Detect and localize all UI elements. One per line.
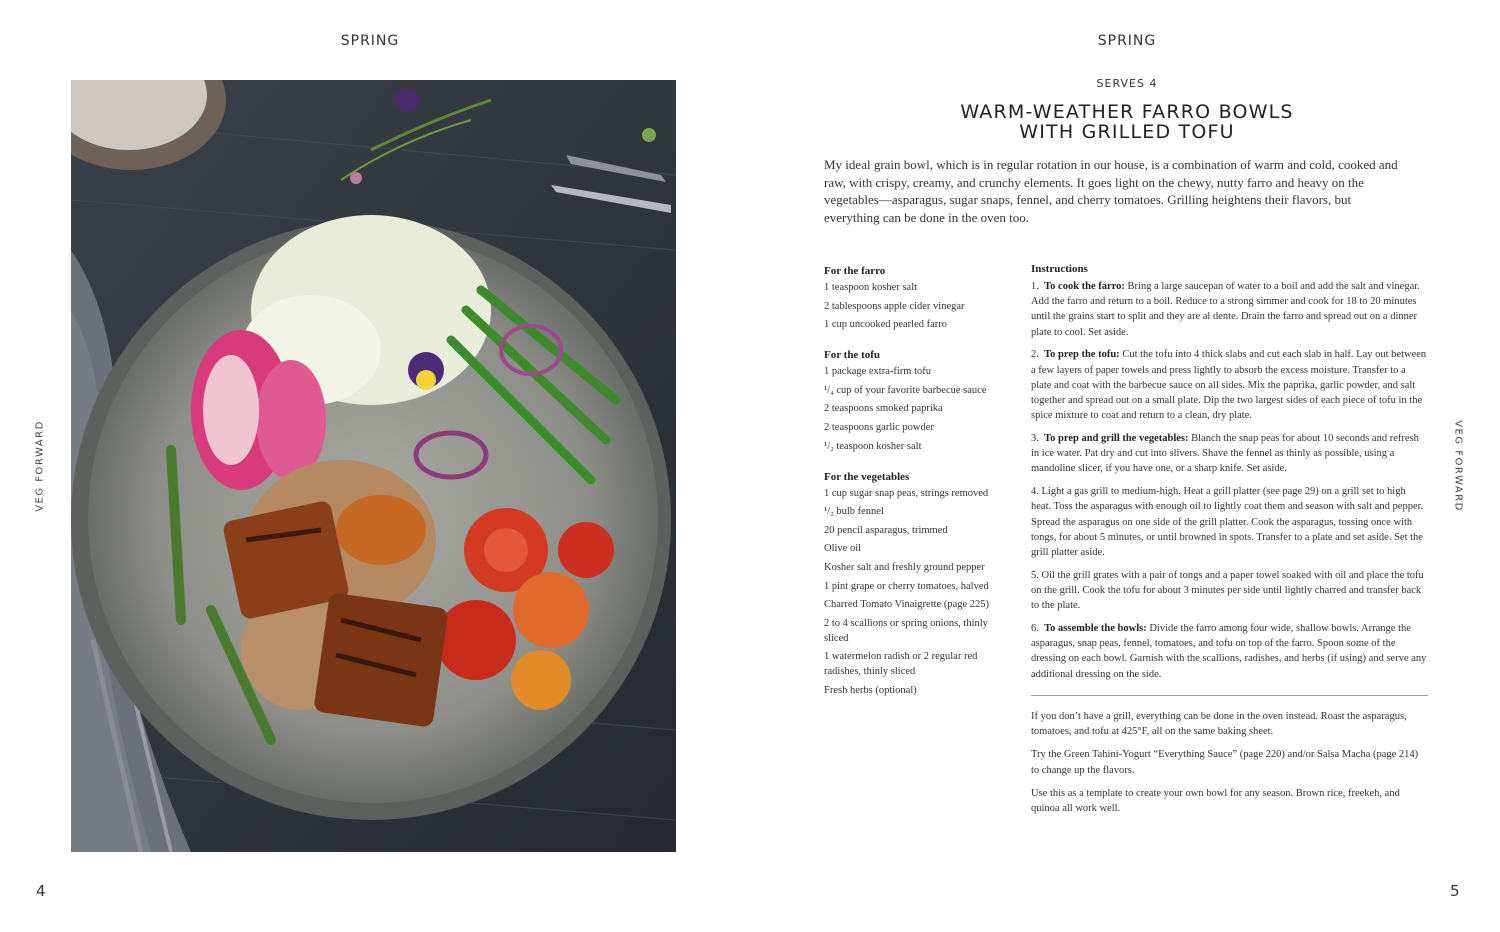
ingredient-item: Charred Tomato Vinaigrette (page 225) [824, 599, 990, 611]
page-number-left: 4 [36, 882, 46, 900]
step-lead: To prep the tofu: [1044, 349, 1120, 361]
ingredient-item: 2 tablespoons apple cider vinegar [824, 300, 965, 312]
instruction-step [1031, 484, 1427, 560]
instruction-step [1031, 431, 1427, 477]
ingredient-item: 1 cup sugar snap peas, strings removed [824, 487, 989, 499]
ingredient-item: 1 watermelon radish or 2 regular red radishes, thinly sliced [824, 651, 978, 678]
instruction-step [1031, 621, 1427, 682]
ingredient-item: ¹/₂ teaspoon kosher salt [824, 440, 922, 452]
ingredient-item: Kosher salt and freshly ground pepper [824, 561, 985, 573]
instructions-column [1031, 262, 1427, 689]
ingredient-item: 20 pencil asparagus, trimmed [824, 524, 948, 536]
step-text: Bring a large saucepan of water to a boil and add the salt and vinegar. Add the farro and return to a boil. Reduce to a strong simmer and cook for 18 to 20 minutes until the grains start to split and they are al dente. Drain the farro and spread out on a dinner plate to cool. Set aside. [1031, 281, 1420, 338]
ingredient-group-heading: For the tofu [824, 349, 881, 362]
notes-divider [1031, 695, 1428, 696]
note-paragraph: If you don’t have a grill, everything can be done in the oven instead. Roast the asparagus, tomatoes, and tofu at 425°F, all on the same baking sheet. [1031, 711, 1407, 738]
step-text: Oil the grill grates with a pair of tongs and a paper towel soaked with oil and place the tofu on the grill. Cook the tofu for about 3 minutes per side until lightly charred and transfer back to the plate. [1031, 569, 1424, 612]
serves-label: SERVES 4 [1096, 77, 1158, 90]
step-lead: To prep and grill the vegetables: [1044, 433, 1189, 445]
running-head-right: SPRING [1097, 33, 1157, 49]
note-paragraph: Try the Green Tahini-Yogurt “Everything Sauce” (page 220) and/or Salsa Macha (page 214) to change up the flavors. [1031, 749, 1419, 776]
step-text: Cut the tofu into 4 thick slabs and cut each slab in half. Lay out between a few layers of paper towels and press lightly to absorb the excess moisture. Transfer to a plate and coat with the barbecue sauce on all sides. Mix the paprika, garlic powder, and salt together and spread out on a small plate. Dip the two largest sides of each piece of tofu in the spice mixture to coat and return to a clean, dry plate. [1031, 349, 1427, 422]
ingredient-item: 2 teaspoons garlic powder [824, 421, 934, 433]
ingredient-item: Olive oil [824, 543, 862, 555]
step-number: 6. [1031, 623, 1039, 635]
step-number: 2. [1031, 349, 1039, 361]
step-text: Light a gas grill to medium-high. Heat a grill platter (see page 29) on a grill set to high heat. Toss the asparagus with enough oil to lightly coat them and season with salt and pepper. Spread the asparagus on one side of the grill platter. Cook the asparagus, tossing once with tongs, for about 5 minutes, or until browned in spots. Transfer to a plate and set aside. Set the grill platter aside. [1031, 486, 1424, 559]
step-number: 1. [1031, 281, 1039, 292]
instructions-heading: Instructions [1031, 263, 1088, 275]
instruction-step [1031, 347, 1427, 423]
side-label-right: VEG FORWARD [1452, 420, 1464, 512]
step-lead: To cook the farro: [1044, 281, 1125, 292]
ingredient-group-farro [824, 262, 1014, 332]
ingredient-item: 1 pint grape or cherry tomatoes, halved [824, 580, 989, 592]
ingredient-group-heading: For the vegetables [824, 470, 910, 483]
ingredient-item: 1 package extra-firm tofu [824, 366, 931, 378]
ingredient-group-vegetables [824, 468, 1014, 698]
ingredient-item: Fresh herbs (optional) [824, 684, 917, 696]
ingredient-item: 1 teaspoon kosher salt [824, 282, 918, 293]
recipe-intro: My ideal grain bowl, which is in regular rotation in our house, is a combination of warm and cold, cooked and raw, with crispy, creamy, and crunchy elements. It goes light on the chewy, nutty farro and heavy on the vegetables—asparagus, sugar snaps, fennel, and cherry tomatoes. Grilling heightens their flavors, but everything can be done in the oven too. [824, 157, 1398, 225]
running-head-left: SPRING [340, 33, 400, 49]
recipe-title-line2: WITH GRILLED TOFU [1019, 121, 1235, 143]
step-number: 3. [1031, 433, 1039, 445]
step-number: 4. [1031, 486, 1039, 498]
ingredient-group-tofu [824, 346, 1014, 453]
page-number-right: 5 [1450, 882, 1460, 900]
ingredient-group-heading: For the farro [824, 265, 886, 277]
ingredient-item: 1 cup uncooked pearled farro [824, 319, 948, 331]
step-lead: To assemble the bowls: [1044, 623, 1147, 635]
ingredient-item: 2 to 4 scallions or spring onions, thinly sliced [824, 617, 988, 644]
recipe-notes [1031, 709, 1427, 824]
ingredient-item: ¹/₂ bulb fennel [824, 506, 884, 518]
recipe-title-line1: WARM-WEATHER FARRO BOWLS [960, 101, 1294, 123]
ingredient-item: 2 teaspoons smoked paprika [824, 403, 943, 415]
instruction-step [1031, 568, 1427, 614]
step-text: Divide the farro among four wide, shallow bowls. Arrange the asparagus, snap peas, fennel, tomatoes, and tofu on top of the farro. Spoon some of the dressing on each bowl. Garnish with the scallions, radishes, and herbs (if using) and serve any additional dressing on the side. [1031, 623, 1427, 680]
recipe-title [880, 102, 1374, 142]
ingredients-column [824, 262, 1014, 712]
note-paragraph: Use this as a template to create your own bowl for any season. Brown rice, freekeh, and quinoa all work well. [1031, 787, 1400, 815]
step-text: Blanch the snap peas for about 10 seconds and refresh in ice water. Pat dry and cut into slivers. Shave the fennel as thinly as possible, using a mandoline slicer, if you have one, or a sharp knife. Set aside. [1031, 433, 1419, 475]
ingredient-item: ¹/₄ cup of your favorite barbecue sauce [824, 384, 987, 396]
step-number: 5. [1031, 569, 1039, 581]
recipe-photo [71, 80, 676, 852]
instruction-step [1031, 279, 1427, 340]
side-label-left: VEG FORWARD [34, 420, 46, 512]
